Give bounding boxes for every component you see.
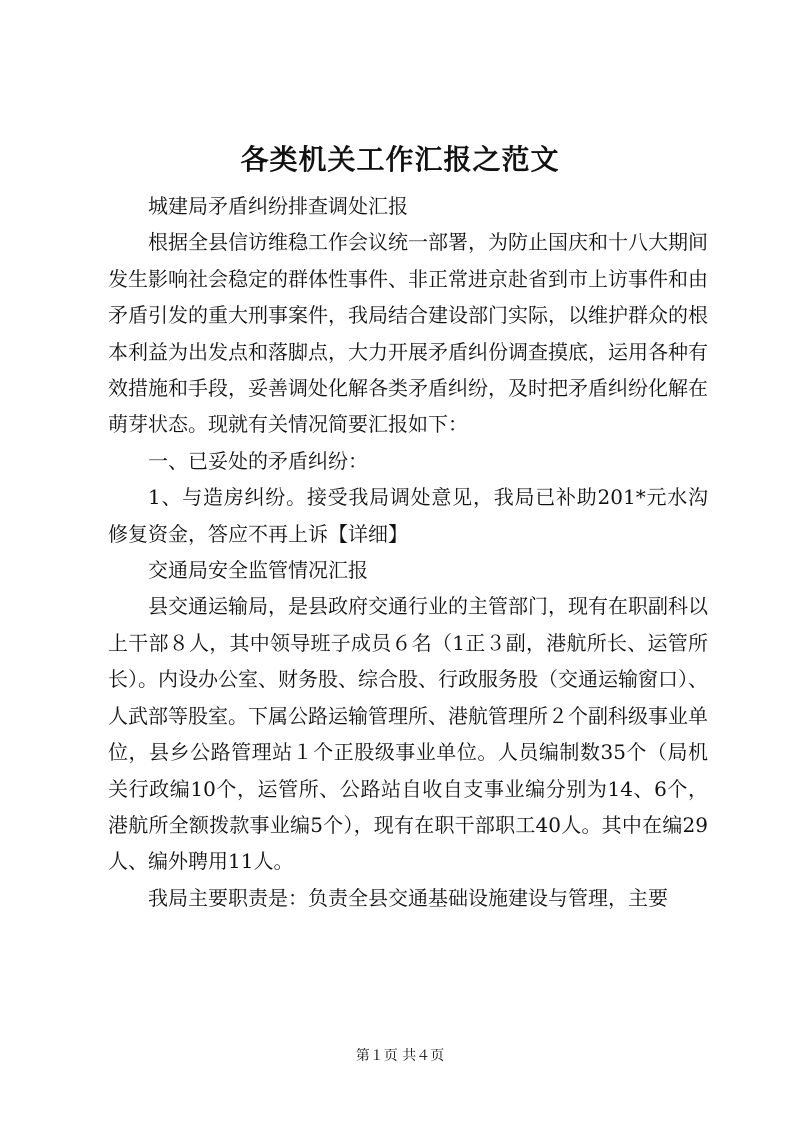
paragraph-dispute-item-1: 1、与造房纠纷。接受我局调处意见，我局已补助201*元水沟修复资金，答应不再上诉【详细】 — [108, 485, 708, 546]
document-body — [108, 188, 708, 916]
document-title: 各类机关工作汇报之范文 — [240, 143, 560, 176]
paragraph-transport-bureau: 县交通运输局，是县政府交通行业的主管部门，现有在职副科以上干部８人，其中领导班子成员６名（1正３副，港航所长、运管所长）。内设办公室、财务股、综合股、行政服务股（交通运输窗口）、人武部等股室。下属公路运输管理所、港航管理所２个副科级事业单位，县乡公路管理站１个正股级事业单位。人员编制数35个（局机关行政编10个，运管所、公路站自收自支事业编分别为14、6个，港航所全额拨款事业编5个），现有在职干部职工40人。其中在编29人、编外聘用11人。 — [108, 594, 708, 874]
page-footer: 第１页 共４页 — [355, 1048, 445, 1064]
paragraph-intro: 根据全县信访维稳工作会议统一部署，为防止国庆和十八大期间发生影响社会稳定的群体性事件、非正常进京赴省到市上访事件和由矛盾引发的重大刑事案件，我局结合建设部门实际，以维护群众的根本利益为出发点和落脚点，大力开展矛盾纠份调查摸底，运用各种有效措施和手段，妥善调处化解各类矛盾纠纷，及时把矛盾纠纷化解在萌芽状态。现就有关情况简要汇报如下： — [108, 230, 708, 437]
heading-urban-construction-report: 城建局矛盾纠纷排查调处汇报 — [148, 194, 408, 218]
heading-transport-safety-report: 交通局安全监管情况汇报 — [148, 558, 368, 583]
heading-resolved-disputes: 一、已妥处的矛盾纠纷： — [148, 448, 368, 473]
paragraph-main-duties: 我局主要职责是：负责全县交通基础设施建设与管理，主要 — [148, 885, 668, 910]
